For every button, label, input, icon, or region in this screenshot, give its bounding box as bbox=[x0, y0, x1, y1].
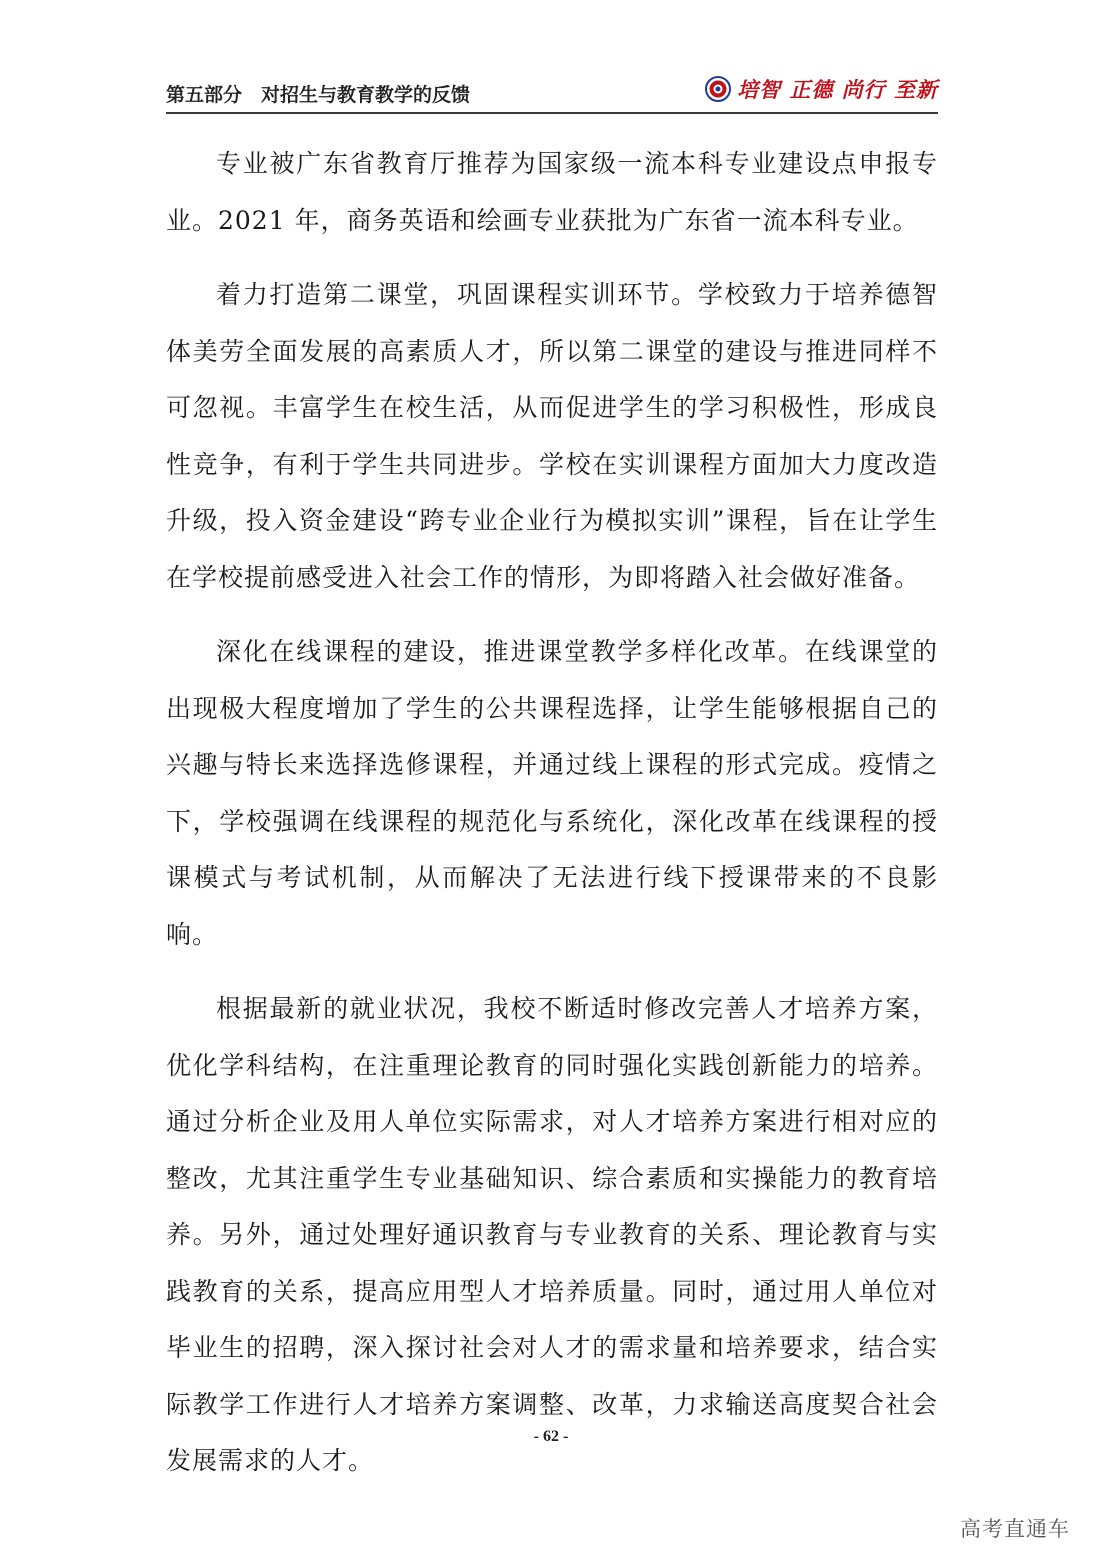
school-emblem-icon bbox=[705, 76, 731, 102]
paragraph: 着力打造第二课堂，巩固课程实训环节。学校致力于培养德智体美劳全面发展的高素质人才，所以第二课堂的建设与推进同样不可忽视。丰富学生在校生活，从而促进学生的学习积极性，形成良性竞争，有利于学生共同进步。学校在实训课程方面加大力度改造升级，投入资金建设“跨专业企业行为模拟实训”课程，旨在让学生在学校提前感受进入社会工作的情形，为即将踏入社会做好准备。 bbox=[166, 280, 938, 592]
page-header bbox=[166, 74, 938, 116]
school-logo bbox=[705, 74, 938, 104]
paragraph: 根据最新的就业状况，我校不断适时修改完善人才培养方案，优化学科结构，在注重理论教育的同时强化实践创新能力的培养。通过分析企业及用人单位实际需求，对人才培养方案进行相对应的整改，尤其注重学生专业基础知识、综合素质和实操能力的教育培养。另外，通过处理好通识教育与专业教育的关系、理论教育与实践教育的关系，提高应用型人才培养质量。同时，通过用人单位对毕业生的招聘，深入探讨社会对人才的需求量和培养要求，结合实际教学工作进行人才培养方案调整、改革，力求输送高度契合社会发展需求的人才。 bbox=[166, 994, 938, 1475]
section-title: 第五部分 对招生与教育教学的反馈 bbox=[166, 84, 471, 106]
paragraph: 深化在线课程的建设，推进课堂教学多样化改革。在线课堂的出现极大程度增加了学生的公共课程选择，让学生能够根据自己的兴趣与特长来选择选修课程，并通过线上课程的形式完成。疫情之下，学校强调在线课程的规范化与系统化，深化改革在线课程的授课模式与考试机制，从而解决了无法进行线下授课带来的不良影响。 bbox=[166, 637, 938, 949]
school-motto: 培智 正德 尚行 至新 bbox=[737, 78, 938, 102]
body-text bbox=[166, 136, 938, 1508]
header-divider bbox=[166, 112, 938, 114]
page-number: - 62 - bbox=[533, 1428, 569, 1445]
paragraph: 专业被广东省教育厅推荐为国家级一流本科专业建设点申报专业。2021 年，商务英语和绘画专业获批为广东省一流本科专业。 bbox=[166, 149, 938, 235]
watermark: 高考直通车 bbox=[960, 1517, 1070, 1541]
